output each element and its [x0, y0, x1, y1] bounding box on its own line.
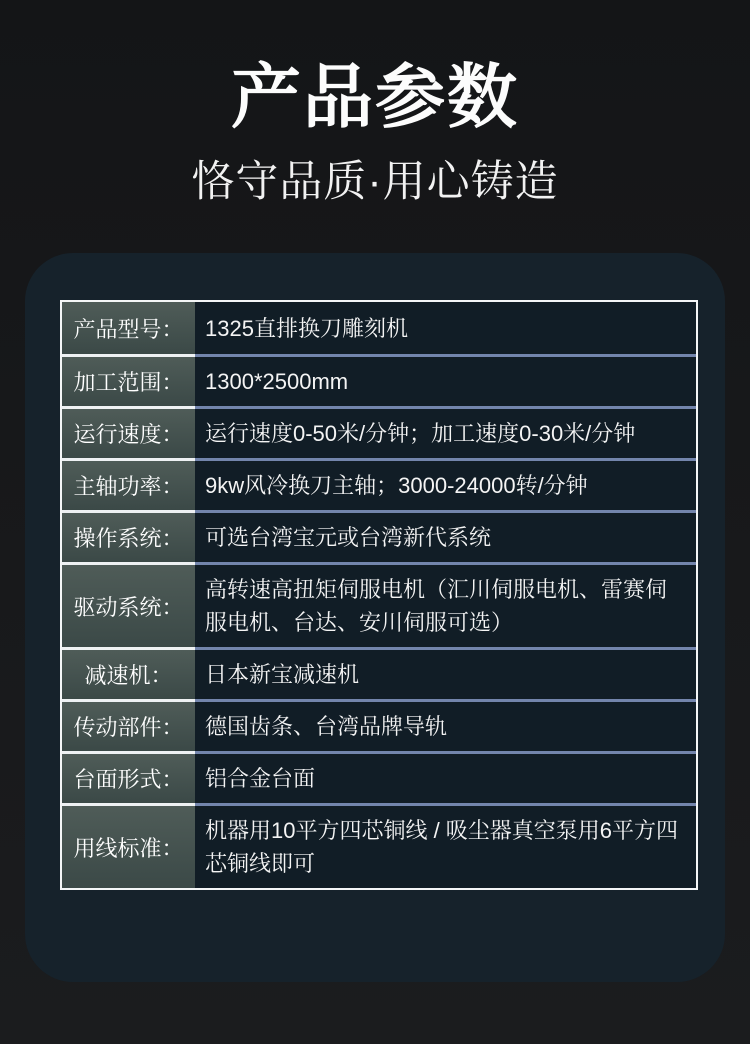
- table-row: [62, 458, 696, 510]
- spec-value: 铝合金台面: [195, 751, 696, 803]
- table-row: [62, 699, 696, 751]
- spec-label: 传动部件：: [62, 699, 195, 751]
- spec-value: 机器用10平方四芯铜线 / 吸尘器真空泵用6平方四芯铜线即可: [195, 803, 696, 888]
- page-title: 产品参数: [231, 58, 519, 136]
- spec-value: 运行速度0-50米/分钟；加工速度0-30米/分钟: [195, 406, 696, 458]
- spec-label: 主轴功率：: [62, 458, 195, 510]
- table-row: [62, 751, 696, 803]
- page-subtitle: 恪守品质·用心铸造: [191, 158, 559, 206]
- spec-label: 加工范围：: [62, 354, 195, 406]
- spec-table: [60, 300, 698, 890]
- spec-value: 1325直排换刀雕刻机: [195, 302, 696, 354]
- table-row: [62, 803, 696, 888]
- spec-label: 减速机：: [62, 647, 195, 699]
- spec-label: 操作系统：: [62, 510, 195, 562]
- spec-label: 运行速度：: [62, 406, 195, 458]
- table-row: [62, 510, 696, 562]
- spec-label: 驱动系统：: [62, 562, 195, 647]
- spec-value: 1300*2500mm: [195, 354, 696, 406]
- table-row: [62, 406, 696, 458]
- table-row: [62, 302, 696, 354]
- table-row: [62, 562, 696, 647]
- spec-value: 日本新宝减速机: [195, 647, 696, 699]
- spec-label: 台面形式：: [62, 751, 195, 803]
- spec-value: 高转速高扭矩伺服电机（汇川伺服电机、雷赛伺服电机、台达、安川伺服可选）: [195, 562, 696, 647]
- spec-label: 产品型号：: [62, 302, 195, 354]
- spec-value: 9kw风冷换刀主轴；3000-24000转/分钟: [195, 458, 696, 510]
- table-row: [62, 647, 696, 699]
- table-row: [62, 354, 696, 406]
- spec-panel: [25, 253, 725, 982]
- spec-label: 用线标准：: [62, 803, 195, 888]
- spec-value: 德国齿条、台湾品牌导轨: [195, 699, 696, 751]
- spec-value: 可选台湾宝元或台湾新代系统: [195, 510, 696, 562]
